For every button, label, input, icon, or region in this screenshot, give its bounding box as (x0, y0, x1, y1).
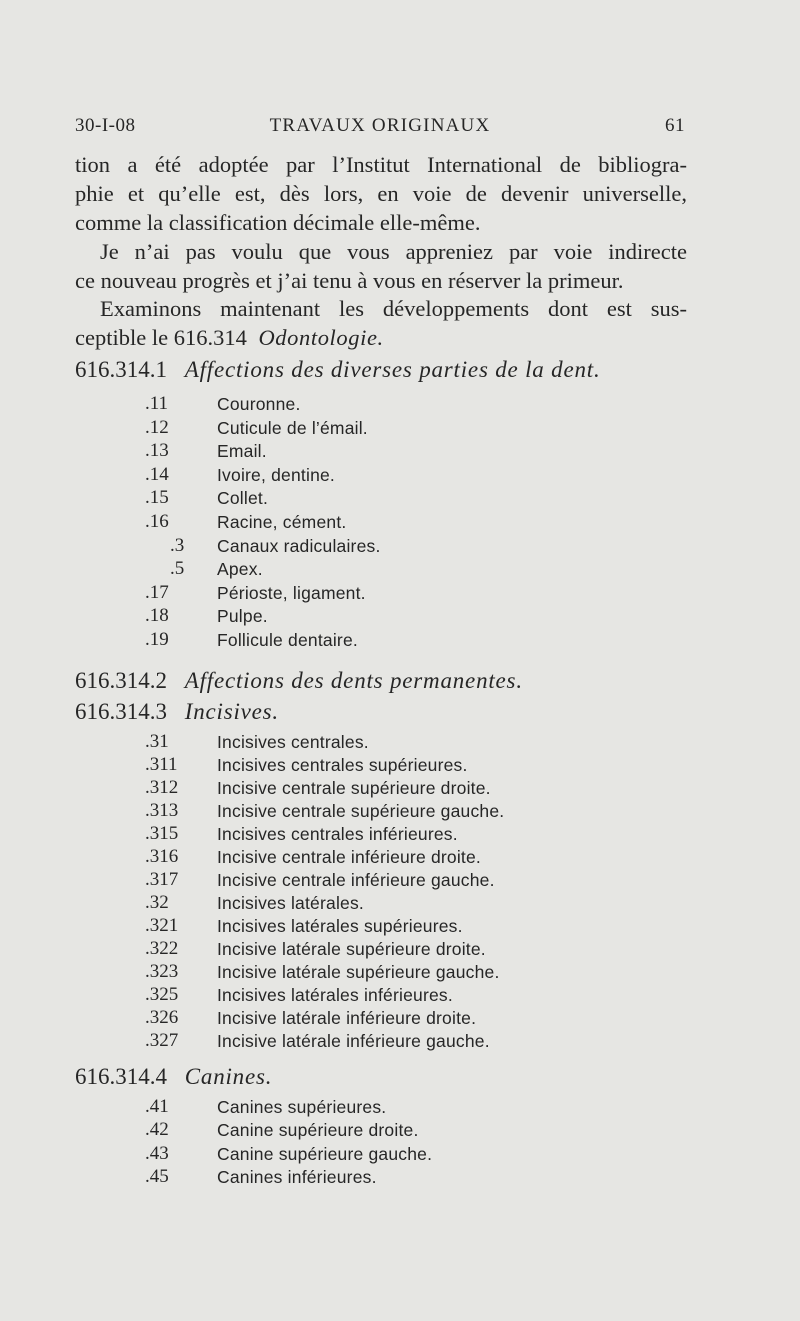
paragraph-line (75, 323, 687, 352)
entry-label: Incisives centrales inférieures. (217, 824, 458, 844)
entry-label: Ivoire, dentine. (217, 464, 335, 485)
section-title: Affections des dents permanentes. (184, 668, 523, 693)
list-item (0, 392, 800, 416)
list-item (0, 845, 800, 869)
entry-number: .5 (170, 558, 185, 580)
list-item (0, 463, 800, 487)
entry-number: .315 (145, 823, 179, 844)
list-item (0, 960, 800, 984)
entry-number: .41 (145, 1096, 169, 1117)
section-title: Affections des diverses parties de la dent. (184, 357, 601, 382)
entry-label: Apex. (217, 559, 263, 580)
entry-label: Incisives centrales. (217, 732, 369, 752)
section-title: Canines. (184, 1064, 273, 1089)
page-number: 61 (665, 115, 685, 136)
section-heading (75, 699, 279, 725)
entry-label: Incisive centrale inférieure gauche. (217, 870, 495, 890)
entry-label: Canines supérieures. (217, 1097, 387, 1117)
entry-number: .312 (145, 777, 179, 798)
entry-label: Incisive centrale supérieure droite. (217, 778, 491, 798)
entry-number: .327 (145, 1030, 179, 1051)
entry-label: Incisive latérale inférieure gauche. (217, 1031, 490, 1051)
list-item (0, 628, 800, 652)
entry-number: .13 (145, 440, 169, 462)
entry-label: Canine supérieure droite. (217, 1120, 419, 1141)
list-item (0, 914, 800, 938)
paragraph-1 (75, 150, 687, 237)
list-item (0, 937, 800, 961)
list-item (0, 868, 800, 892)
entry-number: .31 (145, 731, 169, 752)
entry-label: Canine supérieure gauche. (217, 1143, 433, 1164)
entry-number: .317 (145, 869, 179, 890)
section-title: Incisives. (184, 699, 279, 724)
paragraph-line-text: ceptible le 616.314 (75, 325, 247, 350)
paragraph-line: ce nouveau progrès et j’ai tenu à vous en réserver la primeur. (75, 268, 624, 293)
entry-label: Incisive latérale inférieure droite. (217, 1008, 477, 1028)
entry-label: Incisives latérales supérieures. (217, 916, 463, 936)
entry-label: Incisives latérales. (217, 893, 364, 913)
entry-number: .321 (145, 915, 179, 936)
list-item (0, 416, 800, 440)
paragraph-line: Je n’ai pas voulu que vous appreniez par voie indirecte (100, 239, 687, 264)
list-item (0, 730, 800, 754)
entry-number: .12 (145, 416, 169, 438)
list-item (0, 486, 800, 510)
entry-label: Périoste, ligament. (217, 582, 366, 603)
entry-label: Couronne. (217, 394, 301, 414)
entry-label: Incisive centrale inférieure droite. (217, 847, 481, 867)
list-item (0, 753, 800, 777)
list-item (0, 1095, 800, 1119)
entry-label: Canaux radiculaires. (217, 535, 381, 556)
list-item (0, 983, 800, 1007)
entry-label: Collet. (217, 488, 269, 509)
section-code: 616.314.4 (75, 1064, 167, 1089)
list-item (0, 1006, 800, 1030)
entry-number: .323 (145, 961, 179, 982)
paragraph-line: tion a été adoptée par l’Institut International de bibliogra- (75, 152, 687, 177)
list-item (0, 557, 800, 581)
entry-label: Cuticule de l’émail. (217, 417, 368, 438)
entry-label: Incisives latérales inférieures. (217, 985, 453, 1005)
section-code: 616.314.1 (75, 357, 167, 382)
entry-label: Incisives centrales supérieures. (217, 755, 468, 775)
list-item (0, 822, 800, 846)
paragraph-3 (75, 294, 687, 352)
list-item (0, 581, 800, 605)
entry-number: .19 (145, 629, 169, 650)
running-header (75, 115, 685, 143)
paragraph-line: Examinons maintenant les développements dont est sus- (100, 296, 687, 321)
paragraph-line: comme la classification décimale elle-même. (75, 210, 481, 235)
entry-number: .14 (145, 463, 169, 485)
list-item (0, 510, 800, 534)
list-item (0, 776, 800, 800)
section-heading (75, 1064, 272, 1090)
list-item (0, 1165, 800, 1189)
entry-label: Incisive centrale supérieure gauche. (217, 801, 505, 821)
section-code: 616.314.2 (75, 668, 167, 693)
list-item (0, 799, 800, 823)
entry-number: .3 (170, 534, 185, 556)
list-item (0, 1029, 800, 1053)
list-item (0, 1118, 800, 1142)
entry-number: .326 (145, 1007, 179, 1028)
entry-number: .18 (145, 605, 169, 627)
paragraph-line: phie et qu’elle est, dès lors, en voie de devenir universelle, (75, 181, 687, 206)
entry-label: Incisive latérale supérieure gauche. (217, 962, 500, 982)
italic-term: Odontologie. (258, 325, 384, 350)
entry-number: .325 (145, 984, 179, 1005)
entry-number: .17 (145, 581, 169, 603)
header-date: 30-I-08 (75, 115, 136, 136)
list-item (0, 1142, 800, 1166)
section-code: 616.314.3 (75, 699, 167, 724)
list-item (0, 439, 800, 463)
entry-number: .45 (145, 1166, 169, 1188)
entry-number: .43 (145, 1142, 169, 1164)
entry-label: Follicule dentaire. (217, 630, 358, 650)
entry-label: Canines inférieures. (217, 1167, 377, 1188)
list-item (0, 891, 800, 915)
entry-label: Racine, cément. (217, 512, 347, 532)
entry-number: .32 (145, 892, 169, 913)
list-item (0, 534, 800, 558)
entry-number: .11 (145, 393, 169, 414)
entry-number: .42 (145, 1119, 169, 1141)
entry-number: .15 (145, 487, 169, 509)
paragraph-2 (75, 237, 687, 295)
entry-label: Pulpe. (217, 606, 268, 627)
entry-number: .322 (145, 938, 179, 959)
entry-number: .311 (145, 754, 178, 775)
entry-number: .16 (145, 511, 169, 532)
section-heading (75, 668, 523, 694)
entry-label: Incisive latérale supérieure droite. (217, 939, 486, 959)
entry-label: Email. (217, 441, 267, 462)
section-heading (75, 357, 601, 383)
header-title: TRAVAUX ORIGINAUX (269, 115, 491, 136)
list-item (0, 604, 800, 628)
entry-number: .313 (145, 800, 179, 821)
entry-number: .316 (145, 846, 179, 867)
